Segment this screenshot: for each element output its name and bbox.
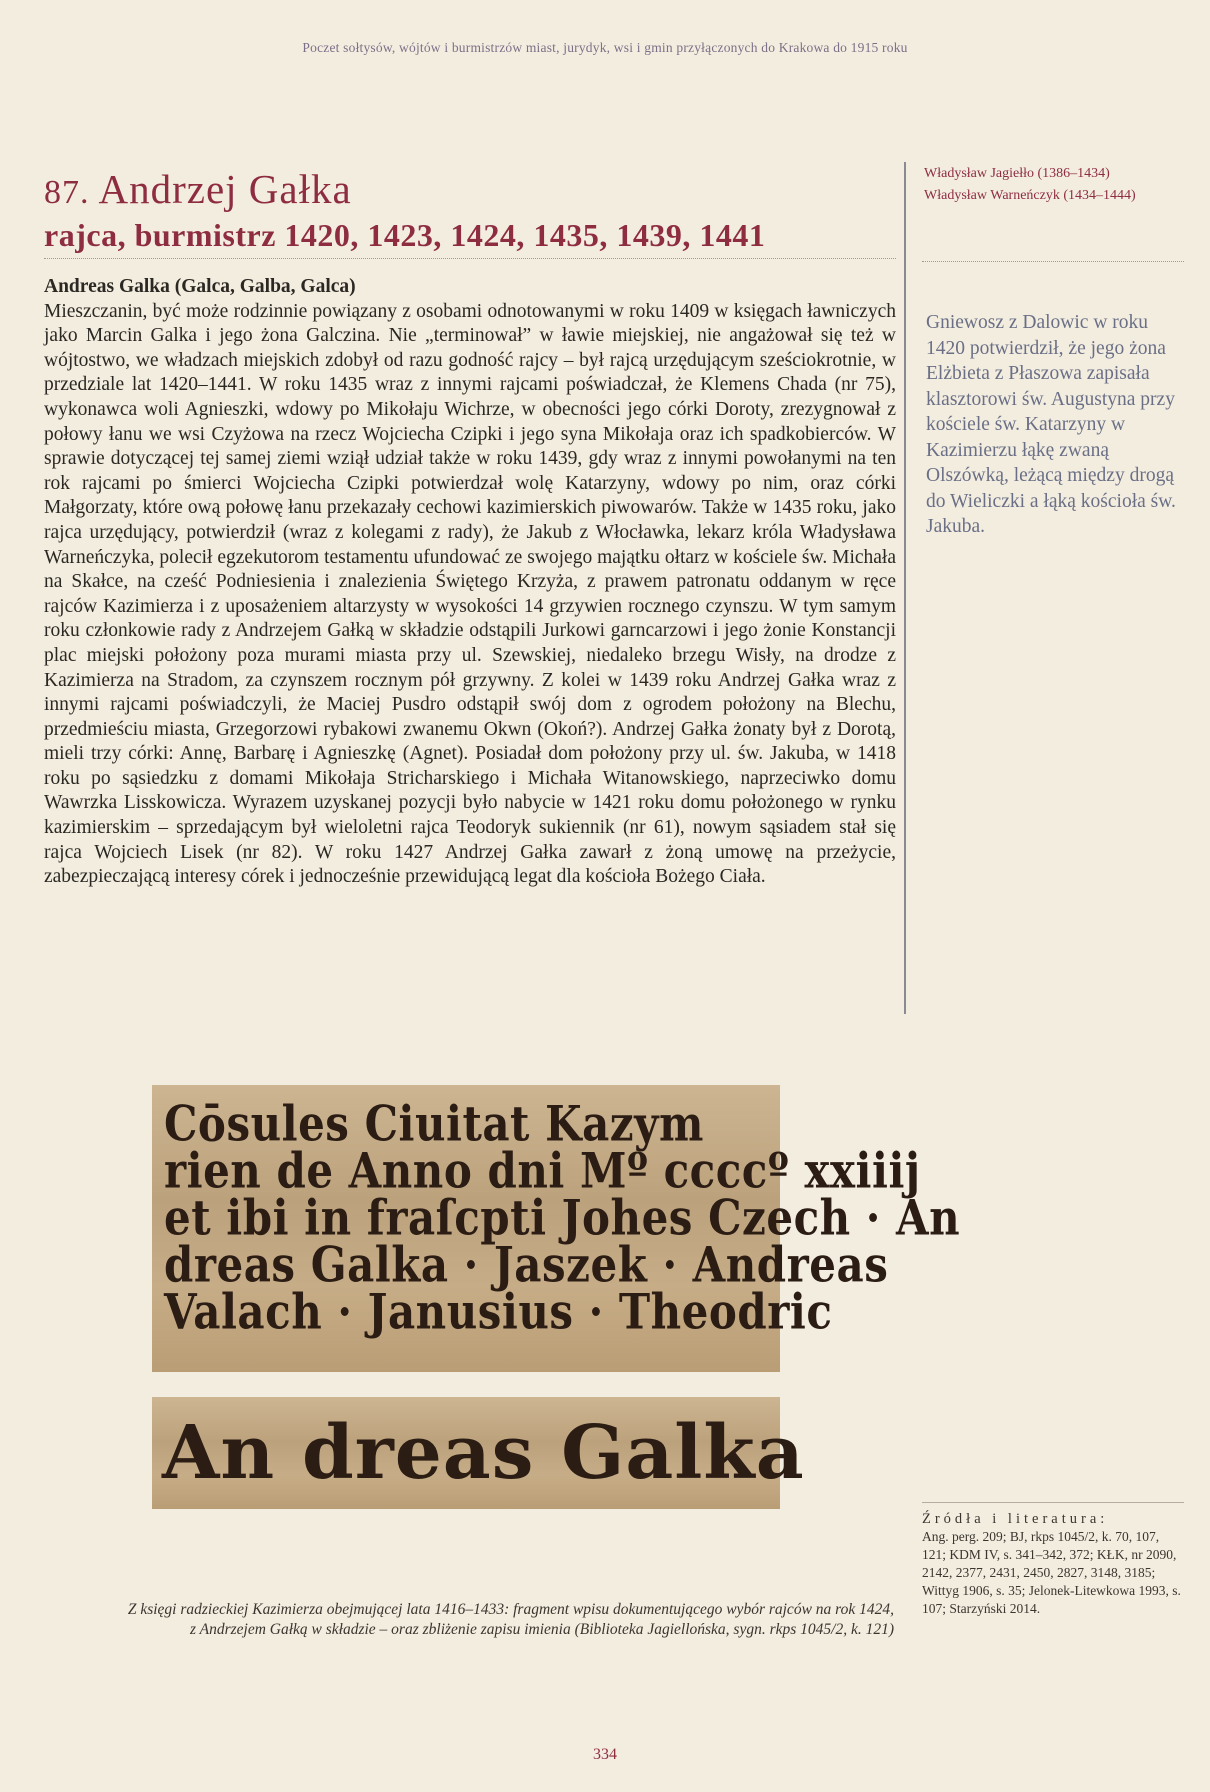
entry-title	[44, 165, 894, 213]
image-caption	[44, 1600, 894, 1640]
sources-block	[922, 1510, 1184, 1618]
manuscript-line: Cōsules Ciuitat Kazym	[164, 1095, 704, 1153]
manuscript-line: et ibi in fraſcpti Johes Czech · An	[164, 1189, 961, 1247]
caption-line: Z księgi radzieckiej Kazimierza obejmującej lata 1416–1433: fragment wpisu dokumentującego wybór rajców na rok 1424,	[127, 1601, 894, 1618]
name-variants: Andreas Galka (Galca, Galba, Galca)	[44, 276, 356, 297]
rulers-list	[924, 163, 1184, 207]
entry-title-block	[44, 165, 894, 254]
manuscript-line: Valach · Janusius · Theodric	[164, 1283, 833, 1341]
manuscript-line: rien de Anno dni Mº ccccº xxiiij	[164, 1142, 921, 1200]
caption-line: z Andrzejem Gałką w składzie – oraz zbliżenie zapisu imienia (Biblioteka Jagiellońska, sygn. rkps 1045/2, k. 121)	[189, 1621, 894, 1638]
page-number: 334	[593, 1746, 617, 1763]
manuscript-line: dreas Galka · Jaszek · Andreas	[164, 1236, 889, 1294]
ruler-item: Władysław Warneńczyk (1434–1444)	[924, 188, 1136, 203]
manuscript-fragment-image	[152, 1085, 961, 1372]
sources-heading: Źródła i literatura:	[922, 1511, 1109, 1527]
sources-divider	[922, 1502, 1184, 1503]
biography-text	[44, 275, 896, 890]
manuscript-closeup-image	[152, 1397, 805, 1509]
column-divider	[904, 162, 906, 1014]
running-header: Poczet sołtysów, wójtów i burmistrzów miast, jurydyk, wsi i gmin przyłączonych do Krakowa do 1915 roku	[302, 40, 908, 55]
manuscript-closeup-text: An dreas Galka	[162, 1410, 805, 1496]
ruler-item: Władysław Jagiełło (1386–1434)	[924, 166, 1110, 181]
entry-name: Andrzej Gałka	[98, 166, 352, 212]
side-note: Gniewosz z Dalowic w roku 1420 potwierdził, że jego żona Elżbieta z Płaszowa zapisała klasztorowi św. Augustyna przy kościele św. Katarzyny w Kazimierzu łąkę zwaną Olszówką, leżącą między drogą do Wieliczki a łąką kościoła św. Jakuba.	[926, 312, 1176, 537]
biography-paragraph: Mieszczanin, być może rodzinnie powiązany z osobami odnotowanymi w roku 1409 w księgach ławniczych jako Marcin Galka i jego żona Galczina. Nie „terminował” w ławie miejskiej, nie angażował się też w wójtostwo, we władzach miejskich zdobył od razu godność rajcy – był rajcą urzędującym sześciokrotnie, w przedziale lat 1420–1441. W roku 1435 wraz z innymi rajcami poświadczał, że Klemens Chada (nr 75), wykonawca woli Agnieszki, wdowy po Mikołaju Wichrze, w obecności jego córki Doroty, zrezygnował z połowy łanu we wsi Czyżowa na rzecz Wojciecha Czipki i jego syna Mikołaja oraz ich spadkobierców. W sprawie dotyczącej tej samej ziemi wziął udział także w roku 1439, gdy wraz z innymi powołanymi na ten rok rajcami po śmierci Wojciecha Czipki potwierdzał wolę Katarzyny, wdowy po nim, oraz córki Małgorzaty, które ową połowę łanu przekazały cechowi kazimierskich piwowarów. Także w 1435 roku, jako rajca urzędujący, potwierdził (wraz z kolegami z rady), że Jakub z Włocławka, lekarz króla Władysława Warneńczyka, polecił egzekutorom testamentu ufundować ze swojego majątku ołtarz w kościele św. Michała na Skałce, na cześć Podniesienia i znalezienia Świętego Krzyża, z prawem patronatu oddanym w ręce rajców Kazimierza i z uposażeniem altarzysty w wysokości 14 grzywien rocznego czynszu. W tym samym roku członkowie rady z Andrzejem Gałką w składzie odstąpili Jurkowi garncarzowi i jego żonie Konstancji plac miejski położony poza murami miasta przy ul. Szewskiej, niedaleko brzegu Wisły, na drodze z Kazimierza na Stradom, za czynszem rocznym pół grzywny. Z kolei w 1439 roku Andrzej Gałka wraz z innymi rajcami poświadczyli, że Maciej Pusdro odstąpił swój dom z ogrodem położony na Blechu, przedmieściu miasta, Grzegorzowi rybakowi zwanemu Okwn (Okoń?). Andrzej Gałka żonaty był z Dorotą, mieli trzy córki: Annę, Barbarę i Agnieszkę (Agnet). Posiadał dom położony przy ul. św. Jakuba, w 1418 roku po sąsiedzku z domami Mikołaja Stricharskiego i Michała Witanowskiego, naprzeciwko domu Wawrzka Lisskowicza. Wyrazem uzyskanej pozycji było nabycie w 1421 roku domu położonego w rynku kazimierskim – sprzedającym był wieloletni rajca Teodoryk sukiennik (nr 61), nowym sąsiadem stał się rajca Wojciech Lisek (nr 82). W roku 1427 Andrzej Gałka zawarł z żoną umowę na przeżycie, zabezpieczającą interesy córek i jednocześnie przewidującą legat dla kościoła Bożego Ciała.	[44, 300, 896, 888]
entry-subtitle: rajca, burmistrz 1420, 1423, 1424, 1435, 1439, 1441	[44, 217, 766, 253]
sources-text: Ang. perg. 209; BJ, rkps 1045/2, k. 70, 107, 121; KDM IV, s. 341–342, 372; KŁK, nr 2090, 2142, 2377, 2431, 2450, 2827, 3148, 3185; Wittyg 1906, s. 35; Jelonek-Litewkowa 1993, s. 107; Starzyński 2014.	[922, 1529, 1181, 1616]
entry-number: 87.	[44, 174, 90, 211]
title-divider	[44, 258, 896, 259]
rulers-divider	[922, 261, 1184, 262]
